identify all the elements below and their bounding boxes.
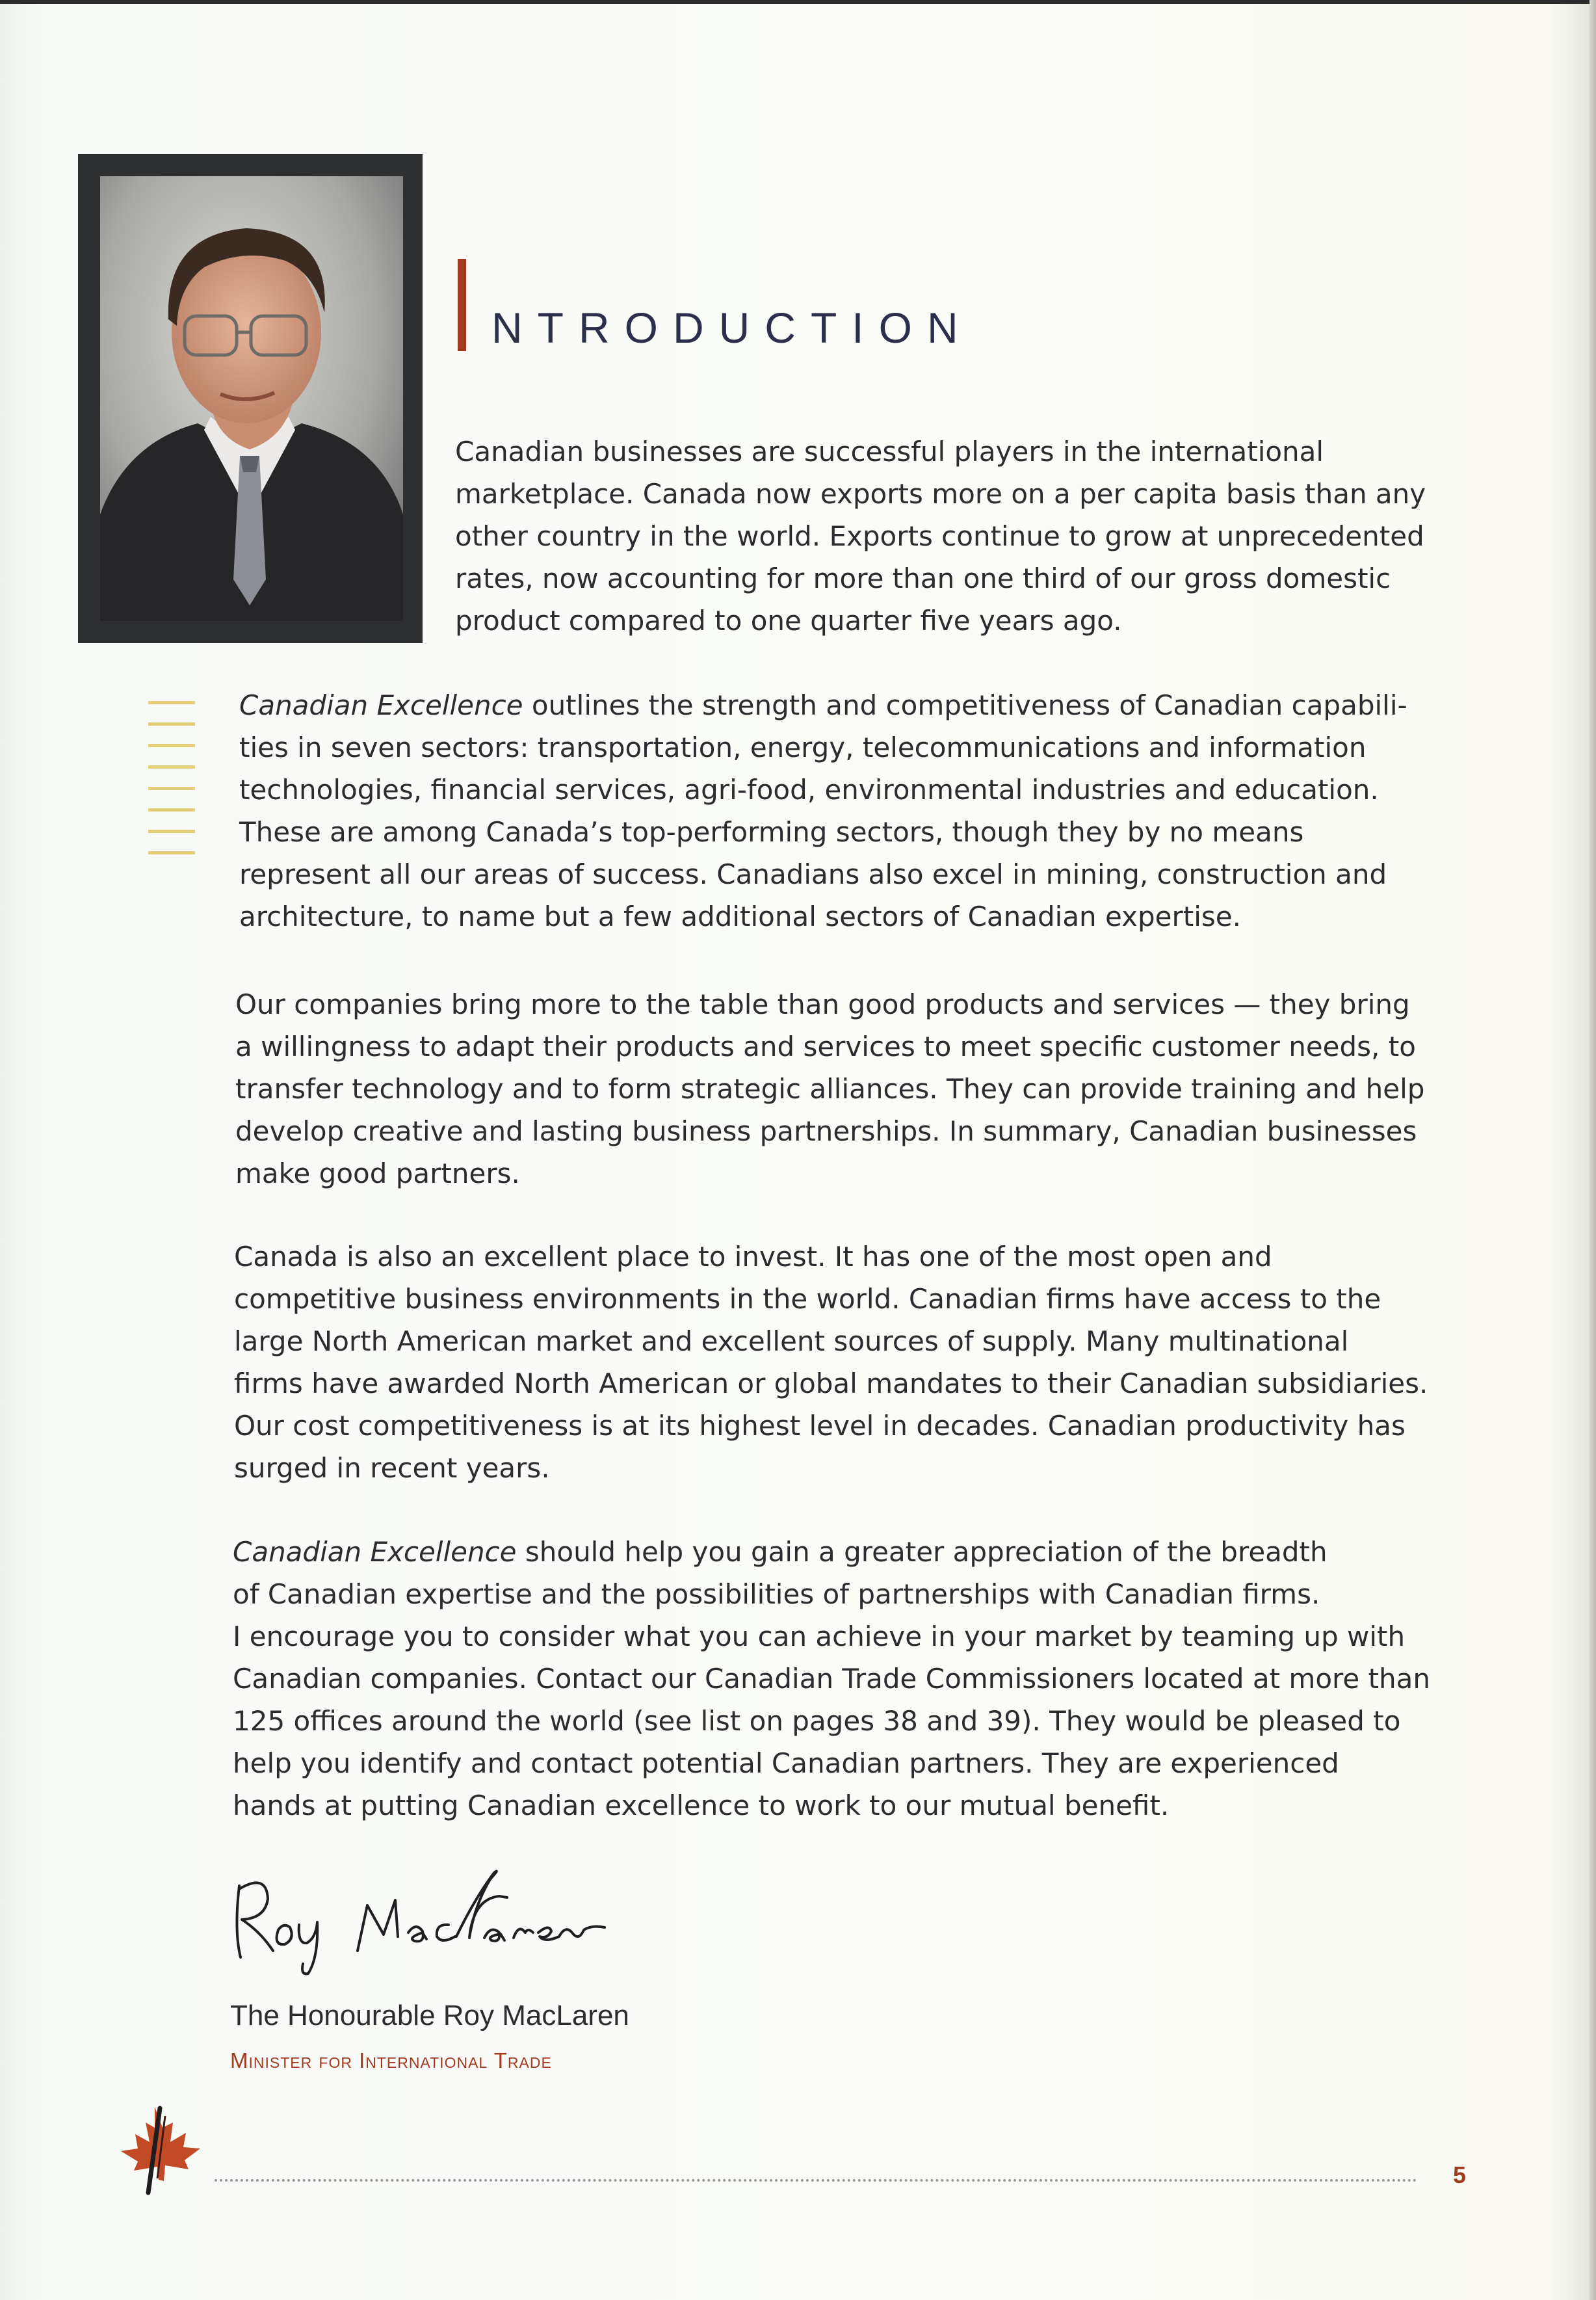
handwritten-signature — [228, 1860, 611, 1977]
paragraph-line — [239, 684, 1407, 726]
paragraph-line: I encourage you to consider what you can achieve in your market by teaming up with — [233, 1620, 1406, 1652]
paragraph-line: rates, now accounting for more than one third of our gross domestic — [455, 562, 1391, 594]
paragraph-line: hands at putting Canadian excellence to work to our mutual benefit. — [233, 1790, 1170, 1821]
page-binding-edge — [1589, 0, 1596, 2300]
paragraph-line: surged in recent years. — [234, 1452, 550, 1484]
paragraph-line: make good partners. — [235, 1157, 520, 1189]
paragraph-line: 125 offices around the world (see list on pages 38 and 39). They would be pleased to — [233, 1705, 1401, 1737]
paragraph-5 — [233, 1531, 1430, 1827]
portrait-illustration — [100, 176, 403, 621]
paragraph-line: competitive business environments in the world. Canadian firms have access to the — [234, 1283, 1381, 1315]
paragraph-line: represent all our areas of success. Canadians also excel in mining, construction and — [239, 858, 1387, 890]
page-top-edge — [0, 0, 1596, 4]
paragraph-1 — [455, 430, 1426, 642]
paragraph-line: firms have awarded North American or global mandates to their Canadian subsidiaries. — [234, 1368, 1428, 1399]
paragraph-line: of Canadian expertise and the possibilities of partnerships with Canadian firms. — [233, 1578, 1320, 1610]
publication-title: Canadian Excellence — [239, 689, 523, 721]
paragraph-2 — [239, 684, 1407, 938]
paragraph-line: transfer technology and to form strategic alliances. They can provide training and help — [235, 1073, 1425, 1105]
paragraph-4 — [234, 1236, 1428, 1489]
paragraph-line: marketplace. Canada now exports more on a per capita basis than any — [455, 478, 1426, 510]
page-number: 5 — [1453, 2161, 1467, 2188]
portrait-photo — [78, 154, 423, 643]
paragraph-line-text: outlines the strength and competitiveness of Canadian capabili- — [523, 689, 1407, 721]
heading-initial-bar — [458, 259, 466, 351]
paragraph-line: develop creative and lasting business partnerships. In summary, Canadian businesses — [235, 1115, 1417, 1147]
paragraph-line: Our companies bring more to the table than good products and services — they bring — [235, 988, 1410, 1020]
paragraph-line: large North American market and excellent sources of supply. Many multinational — [234, 1325, 1349, 1357]
signer-name: The Honourable Roy MacLaren — [230, 2000, 629, 2031]
paragraph-line: Canadian businesses are successful players in the international — [455, 436, 1324, 468]
paragraph-line — [233, 1531, 1430, 1573]
decorative-tick-marks — [148, 701, 195, 873]
paragraph-line: technologies, financial services, agri-food, environmental industries and education. — [239, 774, 1379, 806]
maple-leaf-icon — [103, 2102, 207, 2199]
publication-title: Canadian Excellence — [233, 1536, 517, 1568]
paragraph-line-text: should help you gain a greater appreciation of the breadth — [516, 1536, 1328, 1568]
paragraph-3 — [235, 983, 1424, 1195]
paragraph-line: a willingness to adapt their products and services to meet specific customer needs, to — [235, 1031, 1416, 1063]
paragraph-line: Canadian companies. Contact our Canadian Trade Commissioners located at more than — [233, 1663, 1431, 1695]
footer-rule — [215, 2179, 1417, 2182]
paragraph-line: ties in seven sectors: transportation, energy, telecommunications and information — [239, 732, 1367, 763]
paragraph-line: Canada is also an excellent place to invest. It has one of the most open and — [234, 1241, 1272, 1273]
paragraph-line: help you identify and contact potential Canadian partners. They are experienced — [233, 1747, 1339, 1779]
heading-text: NTRODUCTION — [491, 304, 973, 352]
paragraph-line: These are among Canada’s top-performing sectors, though they by no means — [239, 816, 1304, 848]
paragraph-line: other country in the world. Exports continue to grow at unprecedented — [455, 520, 1424, 552]
paragraph-line: product compared to one quarter five years ago. — [455, 605, 1122, 637]
paragraph-line: Our cost competitiveness is at its highest level in decades. Canadian productivity has — [234, 1410, 1406, 1442]
paragraph-line: architecture, to name but a few additional sectors of Canadian expertise. — [239, 901, 1241, 932]
signer-title: Minister for International Trade — [230, 2048, 552, 2072]
